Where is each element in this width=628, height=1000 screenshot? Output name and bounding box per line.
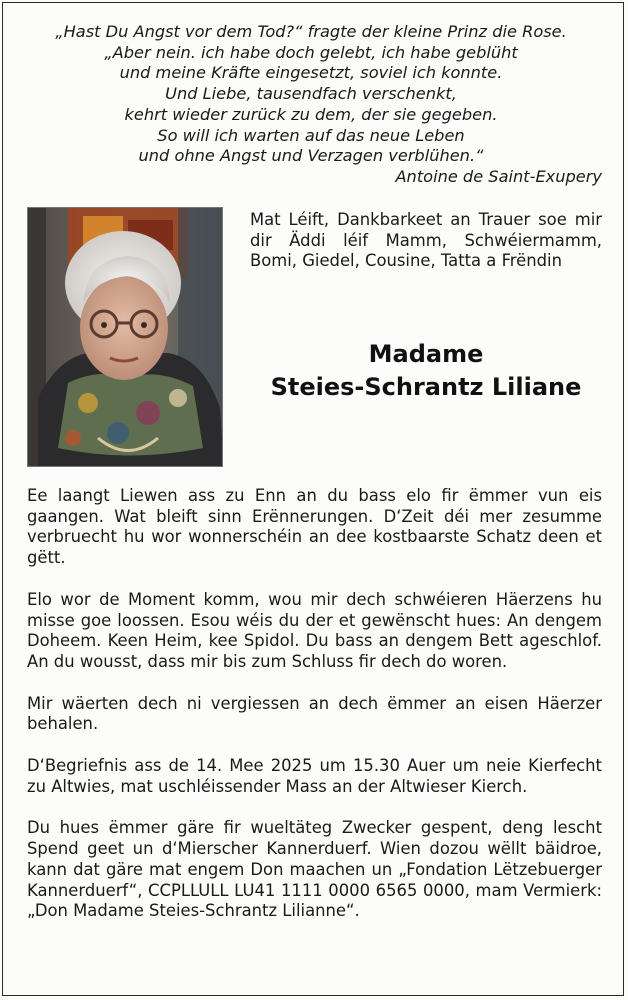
epigraph-quote bbox=[20, 22, 602, 188]
quote-line: kehrt wieder zurück zu dem, der sie gegeben. bbox=[124, 104, 498, 124]
body-paragraph: Du hues ëmmer gäre fir wueltäteg Zwecker gespent, deng lescht Spend geet un d‘Mierscher Kannerduerf. Wien dozou wëllt bäidroe, kann dat gäre mat engem Don maachen un „Fondation Lëtzebuerger Kannerduerf“, CCPLLULL LU41 1111 0000 6565 0000, mam Vermierk: „Don Madame Steies-Schrantz Lilianne“. bbox=[27, 818, 602, 921]
quote-author: Antoine de Saint-Exupery bbox=[395, 166, 602, 186]
body-paragraph: Mir wäerten dech ni vergiessen an dech ëmmer an eisen Häerzer behalen. bbox=[27, 693, 602, 734]
body-paragraph: D‘Begriefnis ass de 14. Mee 2025 um 15.30 Auer um neie Kierfecht zu Altwies, mat uschléissender Mass an der Altwieser Kierch. bbox=[27, 756, 602, 796]
body-paragraph: Elo wor de Moment komm, wou mir dech schwéieren Häerzens hu misse goe loossen. Esou wéis du der et gewënscht hues: An dengem Doheem. Keen Heim, kee Spidol. Du bass an dengem Bett ageschlof. An du wousst, dass mir bis zum Schluss fir dech do woren. bbox=[27, 589, 602, 671]
deceased-name bbox=[240, 338, 612, 404]
quote-line: So will ich warten auf das neue Leben bbox=[157, 125, 465, 145]
quote-line: „Hast Du Angst vor dem Tod?“ fragte der kleine Prinz die Rose. bbox=[55, 22, 567, 41]
portrait-photo bbox=[27, 207, 223, 467]
quote-line: und meine Kräfte eingesetzt, soviel ich konnte. bbox=[119, 63, 503, 83]
quote-line: „Aber nein. ich habe doch gelebt, ich habe geblüht bbox=[104, 42, 518, 62]
quote-line: Und Liebe, tausendfach verschenkt, bbox=[165, 84, 457, 104]
name-full: Steies-Schrantz Liliane bbox=[270, 373, 582, 401]
body-paragraph: Ee laangt Liewen ass zu Enn an du bass elo fir ëmmer vun eis gaangen. Wat bleift sinn Erënnerungen. D‘Zeit déi mer zesumme verbruecht hu wor wonnerschéin an dee kostbaarste Schatz deen et gëtt. bbox=[27, 486, 602, 568]
quote-line: und ohne Angst und Verzagen verblühen.“ bbox=[138, 146, 484, 166]
obituary-body bbox=[27, 486, 602, 943]
name-title: Madame bbox=[368, 340, 484, 368]
dedication-text: Mat Léift, Dankbarkeet an Trauer soe mir dir Äddi léif Mamm, Schwéiermamm, Bomi, Giedel, Cousine, Tatta a Frëndin bbox=[250, 210, 602, 271]
